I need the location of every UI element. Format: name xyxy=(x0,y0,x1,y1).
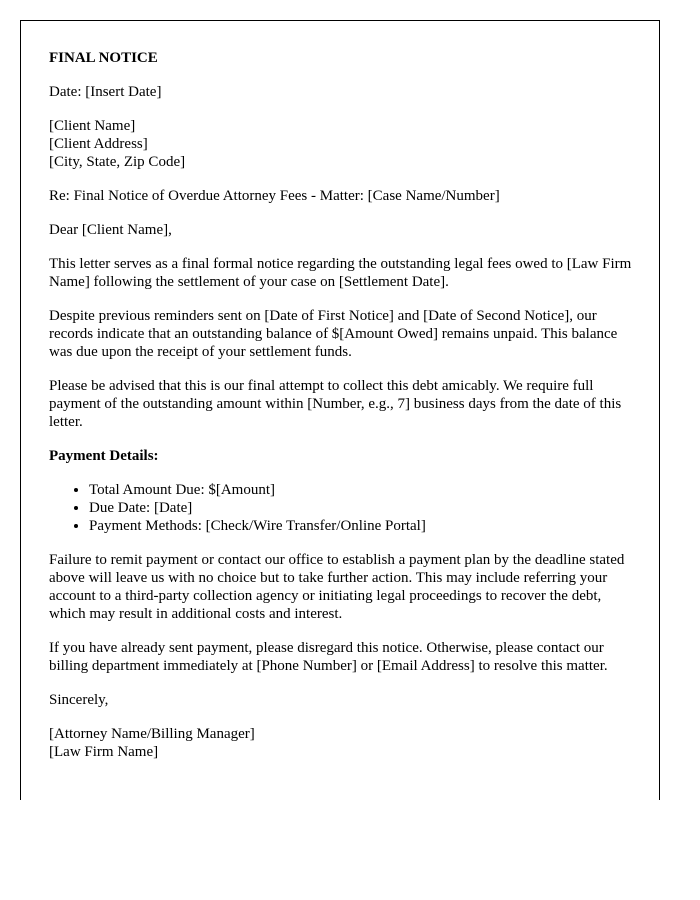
payment-detail-item: • Payment Methods: [Check/Wire Transfer/Online Portal] xyxy=(89,517,639,535)
recipient-address-block xyxy=(49,117,639,171)
signature-block xyxy=(49,725,639,761)
recipient-name: [Client Name] xyxy=(49,118,136,134)
contact-paragraph: If you have already sent payment, please disregard this notice. Otherwise, please contact our billing department immediately at [Phone Number] or [Email Address] to resolve this matter. xyxy=(49,640,608,674)
letter-page xyxy=(20,20,660,800)
payment-detail-item: • Due Date: [Date] xyxy=(89,499,639,517)
consequences-paragraph: Failure to remit payment or contact our office to establish a payment plan by the deadline stated above will leave us with no choice but to take further action. This may include referring your account to a third-party collection agency or initiating legal proceedings to recover the debt, which may result in additional costs and interest. xyxy=(49,552,625,622)
payment-detail-item: • Total Amount Due: $[Amount] xyxy=(89,481,639,499)
closing: Sincerely, xyxy=(49,692,109,708)
payment-details-heading: Payment Details: xyxy=(49,448,159,464)
reminders-paragraph: Despite previous reminders sent on [Date of First Notice] and [Date of Second Notice], our records indicate that an outstanding balance of $[Amount Owed] remains unpaid. This balance was due upon the receipt of your settlement funds. xyxy=(49,308,618,360)
letter-content xyxy=(49,49,639,777)
recipient-address: [Client Address] xyxy=(49,136,148,152)
signature-name: [Attorney Name/Billing Manager] xyxy=(49,726,255,742)
letter-title: FINAL NOTICE xyxy=(49,50,158,66)
recipient-city-state-zip: [City, State, Zip Code] xyxy=(49,154,186,170)
salutation: Dear [Client Name], xyxy=(49,222,172,238)
payment-details-list xyxy=(49,481,639,535)
intro-paragraph: This letter serves as a final formal notice regarding the outstanding legal fees owed to [Law Firm Name] following the settlement of your case on [Settlement Date]. xyxy=(49,256,632,290)
final-attempt-paragraph: Please be advised that this is our final attempt to collect this debt amicably. We require full payment of the outstanding amount within [Number, e.g., 7] business days from the date of this letter. xyxy=(49,378,622,430)
signature-firm: [Law Firm Name] xyxy=(49,744,159,760)
date-line: Date: [Insert Date] xyxy=(49,84,162,100)
subject-line: Re: Final Notice of Overdue Attorney Fees - Matter: [Case Name/Number] xyxy=(49,188,500,204)
